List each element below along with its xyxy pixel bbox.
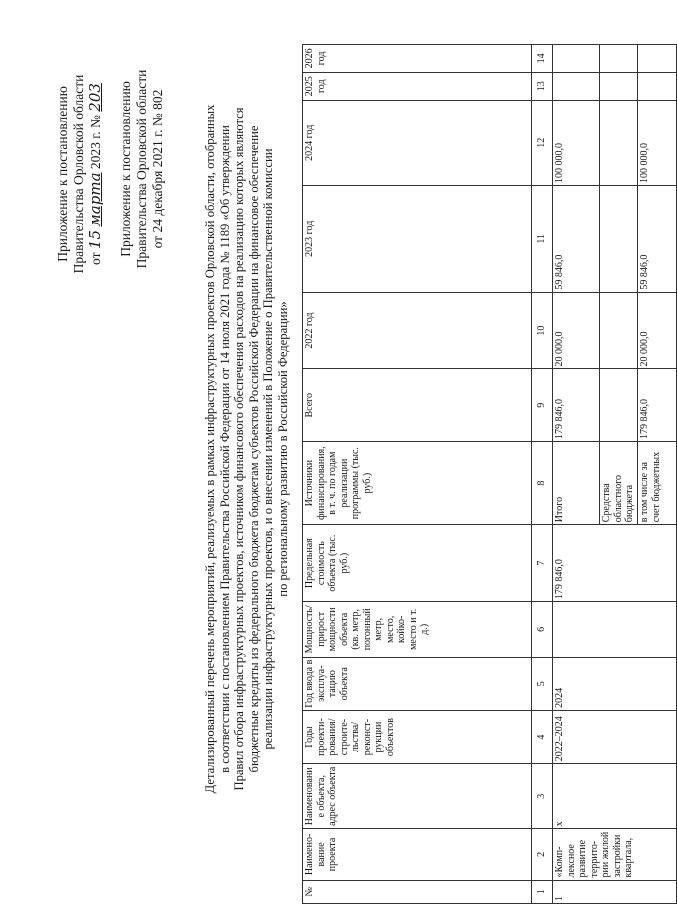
column-number: 1	[532, 880, 553, 903]
total-cell: 179 846,0	[638, 369, 677, 442]
header-cell: 2023 год	[303, 185, 532, 292]
source-cell: Средства областного бюджета	[600, 442, 638, 525]
header-cell: №	[303, 880, 532, 903]
column-number: 4	[532, 710, 553, 763]
column-number: 13	[532, 72, 553, 100]
appendix-old-line2: Правительства Орловской области	[134, 69, 149, 269]
appendix-new-line1: Приложение к постановлению	[55, 86, 70, 262]
year-2022-cell: 20 000,0	[553, 292, 600, 369]
appendix-new-block	[55, 44, 104, 304]
title-line: реализации инфраструктурных проектов, и о внесении изменений в Положение о Правительственной комиссии	[261, 148, 276, 750]
capacity-cell	[553, 602, 677, 657]
header-cell: Предельная стоимость объекта (тыс. руб.)	[303, 525, 532, 602]
object-name-cell: х	[553, 764, 677, 829]
year-2025-cell	[553, 72, 600, 100]
header-cell: Год ввода в эксплуа-тацию объекта	[303, 657, 532, 710]
year-2022-cell	[600, 292, 638, 369]
header-cell: Источники финансирования, в т. ч. по годам реализации программы (тыс. руб.)	[303, 442, 532, 525]
date-year: 2023 г. №	[88, 115, 103, 170]
column-number: 6	[532, 602, 553, 657]
header-cell: 2025 год	[303, 72, 532, 100]
header-cell: 2024 год	[303, 100, 532, 185]
appendix-old-line3: от 24 декабря 2021 г. № 802	[150, 89, 165, 249]
commission-year-cell: 2024	[553, 657, 677, 710]
column-number: 8	[532, 442, 553, 525]
project-name-cell: «Комп-лексное развитие террито-рии жилой застройки квартала,	[553, 829, 677, 880]
year-2024-cell: 100 000,0	[553, 100, 600, 185]
table-row	[553, 45, 600, 904]
source-cell: в том числе за счет бюджетных	[638, 442, 677, 525]
column-number: 5	[532, 657, 553, 710]
header-cell: Мощность/ прирост мощности объекта (кв. метр, погонный метр, место, койко-место и т. д.)	[303, 602, 532, 657]
header-cell: 2026 год	[303, 45, 532, 73]
title-line: бюджетные кредиты из федерального бюджета бюджетам субъектов Российской Федерации на финансовое обеспечение	[246, 125, 261, 773]
year-2026-cell	[600, 45, 638, 73]
title-line: Правил отбора инфраструктурных проектов, источником финансового обеспечения расходов на реализацию которых являются	[232, 107, 247, 791]
column-number: 14	[532, 45, 553, 73]
header-cell: Наименование объекта, адрес объекта	[303, 764, 532, 829]
appendix-new-line2: Правительства Орловской области	[71, 74, 86, 274]
appendix-new-date	[87, 44, 104, 304]
year-2022-cell: 20 000,0	[638, 292, 677, 369]
handwritten-number: 203	[86, 83, 104, 112]
table-header-row	[303, 45, 532, 904]
years-cell: 2022–2024	[553, 710, 677, 763]
column-number: 11	[532, 185, 553, 292]
appendix-old-line1: Приложение к постановлению	[118, 81, 133, 257]
handwritten-day: 15	[86, 230, 104, 250]
title-line: по региональному развитию в Российской Федерации»	[275, 301, 290, 597]
year-2024-cell	[600, 100, 638, 185]
handwritten-month: марта	[86, 172, 104, 227]
row-number-cell: 1	[553, 880, 677, 903]
source-cell: Итого	[553, 442, 600, 525]
header-cell: Годы проекти-рования/ строите-льства/ реконст-рукции объектов	[303, 710, 532, 763]
title-line: в соответствии с постановлением Правительства Российской Федерации от 14 июля 2021 года № 1189 «Об утверждении	[217, 125, 232, 773]
header-cell: 2022 год	[303, 292, 532, 369]
column-number: 9	[532, 369, 553, 442]
year-2026-cell	[638, 45, 677, 73]
header-cell: Наимено-вание проекта	[303, 829, 532, 880]
column-number: 3	[532, 764, 553, 829]
column-number: 10	[532, 292, 553, 369]
total-cell: 179 846,0	[553, 369, 600, 442]
year-2023-cell	[600, 185, 638, 292]
cost-cell: 179 846,0	[553, 525, 677, 602]
year-2025-cell	[600, 72, 638, 100]
projects-table	[302, 44, 677, 904]
year-2026-cell	[553, 45, 600, 73]
header-cell: Всего	[303, 369, 532, 442]
column-number: 7	[532, 525, 553, 602]
date-prefix: от	[88, 252, 103, 265]
document-title	[203, 4, 291, 894]
year-2023-cell: 59 846,0	[638, 185, 677, 292]
total-cell	[600, 369, 638, 442]
year-2025-cell	[638, 72, 677, 100]
year-2023-cell: 59 846,0	[553, 185, 600, 292]
column-number: 12	[532, 100, 553, 185]
column-number-row	[532, 45, 553, 904]
year-2024-cell: 100 000,0	[638, 100, 677, 185]
column-number: 2	[532, 829, 553, 880]
appendix-old-block	[118, 44, 166, 294]
title-line: Детализированный перечень мероприятий, реализуемых в рамках инфраструктурных проектов Орловской области, отобранных	[203, 104, 217, 794]
